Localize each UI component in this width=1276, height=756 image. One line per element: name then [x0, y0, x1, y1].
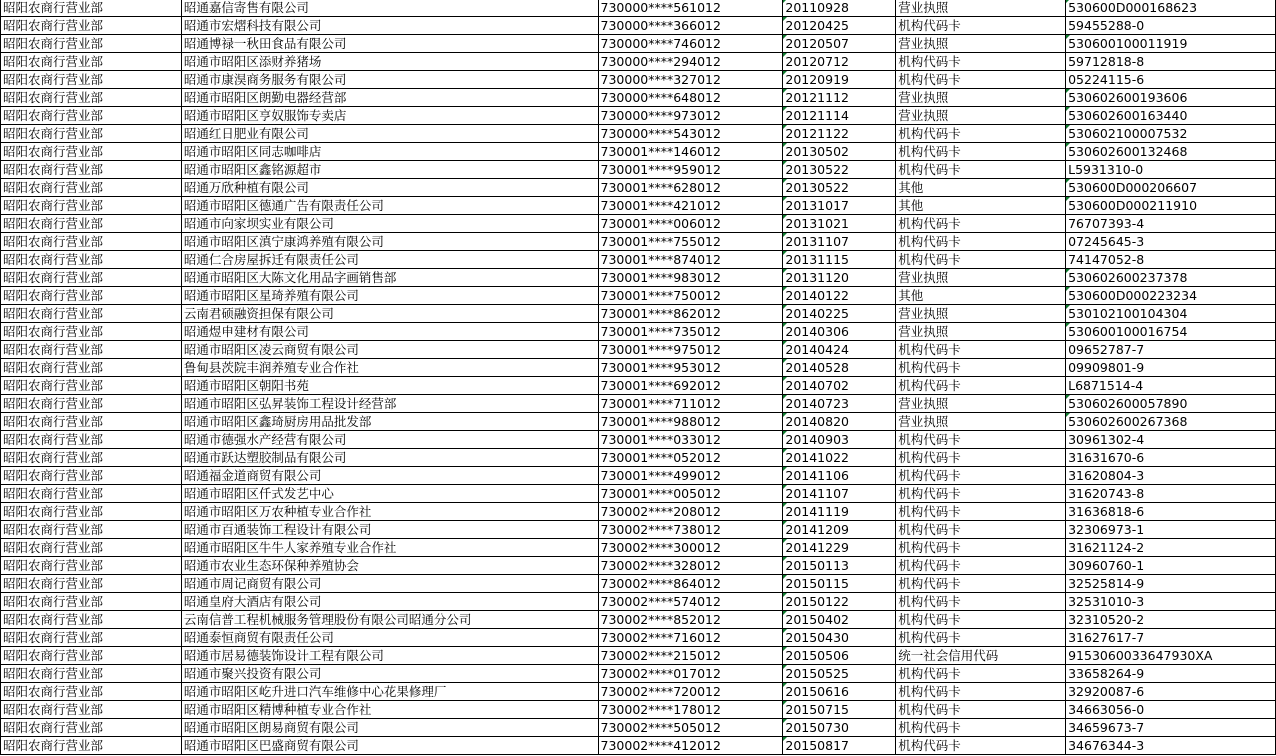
open-date-cell[interactable]: 20131017 — [783, 197, 896, 215]
document-code-cell[interactable]: 31620804-3 — [1066, 467, 1276, 485]
account-number-cell[interactable]: 730001****421012 — [598, 197, 783, 215]
branch-cell[interactable]: 昭阳农商行营业部 — [1, 449, 182, 467]
company-name-cell[interactable]: 昭通市康淏商务服务有限公司 — [181, 71, 598, 89]
branch-cell[interactable]: 昭阳农商行营业部 — [1, 647, 182, 665]
open-date-cell[interactable]: 20121114 — [783, 107, 896, 125]
document-code-cell[interactable]: 09909801-9 — [1066, 359, 1276, 377]
company-name-cell[interactable]: 昭通福金道商贸有限公司 — [181, 467, 598, 485]
table-row — [1, 197, 1276, 215]
document-type-cell[interactable]: 统一社会信用代码 — [896, 647, 1066, 665]
table-row — [1, 233, 1276, 251]
branch-cell[interactable]: 昭阳农商行营业部 — [1, 179, 182, 197]
document-code-cell[interactable]: 9153060033647930XA — [1066, 647, 1276, 665]
document-type-cell[interactable]: 机构代码卡 — [896, 521, 1066, 539]
company-name-cell[interactable]: 鲁甸县茨院丰润养殖专业合作社 — [181, 359, 598, 377]
table-row — [1, 431, 1276, 449]
table-row — [1, 71, 1276, 89]
branch-cell[interactable]: 昭阳农商行营业部 — [1, 161, 182, 179]
branch-cell[interactable]: 昭阳农商行营业部 — [1, 197, 182, 215]
open-date-cell[interactable]: 20150715 — [783, 701, 896, 719]
branch-cell[interactable]: 昭阳农商行营业部 — [1, 485, 182, 503]
document-type-cell[interactable]: 机构代码卡 — [896, 359, 1066, 377]
account-number-cell[interactable]: 730001****005012 — [598, 485, 783, 503]
company-name-cell[interactable]: 昭通市昭阳区屹升进口汽车维修中心花果修理厂 — [181, 683, 598, 701]
branch-cell[interactable]: 昭阳农商行营业部 — [1, 629, 182, 647]
table-row — [1, 737, 1276, 755]
company-name-cell[interactable]: 昭通市昭阳区大陈文化用品字画销售部 — [181, 269, 598, 287]
document-code-cell[interactable]: 530602600057890 — [1066, 395, 1276, 413]
table-row — [1, 683, 1276, 701]
account-number-cell[interactable]: 730001****874012 — [598, 251, 783, 269]
document-code-cell[interactable]: 530602100007532 — [1066, 125, 1276, 143]
open-date-cell[interactable]: 20140122 — [783, 287, 896, 305]
document-code-cell[interactable]: 59712818-8 — [1066, 53, 1276, 71]
table-row — [1, 125, 1276, 143]
open-date-cell[interactable]: 20140702 — [783, 377, 896, 395]
account-number-cell[interactable]: 730001****692012 — [598, 377, 783, 395]
document-code-cell[interactable]: 30960760-1 — [1066, 557, 1276, 575]
branch-cell[interactable]: 昭阳农商行营业部 — [1, 557, 182, 575]
document-code-cell[interactable]: L6871514-4 — [1066, 377, 1276, 395]
company-name-cell[interactable]: 昭通市宏熠科技有限公司 — [181, 17, 598, 35]
document-code-cell[interactable]: 530600D000206607 — [1066, 179, 1276, 197]
document-code-cell[interactable]: L5931310-0 — [1066, 161, 1276, 179]
open-date-cell[interactable]: 20120712 — [783, 53, 896, 71]
document-type-cell[interactable]: 机构代码卡 — [896, 143, 1066, 161]
document-type-cell[interactable]: 营业执照 — [896, 413, 1066, 431]
account-number-cell[interactable]: 730001****499012 — [598, 467, 783, 485]
document-code-cell[interactable]: 09652787-7 — [1066, 341, 1276, 359]
open-date-cell[interactable]: 20120507 — [783, 35, 896, 53]
document-code-cell[interactable]: 530602600267368 — [1066, 413, 1276, 431]
account-number-cell[interactable]: 730002****864012 — [598, 575, 783, 593]
company-name-cell[interactable]: 昭通市居易德装饰设计工程有限公司 — [181, 647, 598, 665]
branch-cell[interactable]: 昭阳农商行营业部 — [1, 0, 182, 17]
document-type-cell[interactable]: 营业执照 — [896, 395, 1066, 413]
document-type-cell[interactable]: 机构代码卡 — [896, 683, 1066, 701]
branch-cell[interactable]: 昭阳农商行营业部 — [1, 665, 182, 683]
table-row — [1, 35, 1276, 53]
account-number-cell[interactable]: 730001****862012 — [598, 305, 783, 323]
document-code-cell[interactable]: 34676344-3 — [1066, 737, 1276, 755]
branch-cell[interactable]: 昭阳农商行营业部 — [1, 359, 182, 377]
account-number-cell[interactable]: 730002****716012 — [598, 629, 783, 647]
branch-cell[interactable]: 昭阳农商行营业部 — [1, 215, 182, 233]
table-row — [1, 287, 1276, 305]
table-row — [1, 215, 1276, 233]
document-code-cell[interactable]: 30961302-4 — [1066, 431, 1276, 449]
document-code-cell[interactable]: 530600100016754 — [1066, 323, 1276, 341]
branch-cell[interactable]: 昭阳农商行营业部 — [1, 35, 182, 53]
document-code-cell[interactable]: 32310520-2 — [1066, 611, 1276, 629]
company-name-cell[interactable]: 昭通市农业生态环保种养殖协会 — [181, 557, 598, 575]
open-date-cell[interactable]: 20140424 — [783, 341, 896, 359]
open-date-cell[interactable]: 20141119 — [783, 503, 896, 521]
company-name-cell[interactable]: 云南君硕融资担保有限公司 — [181, 305, 598, 323]
document-code-cell[interactable]: 74147052-8 — [1066, 251, 1276, 269]
document-type-cell[interactable]: 机构代码卡 — [896, 539, 1066, 557]
document-type-cell[interactable]: 机构代码卡 — [896, 53, 1066, 71]
document-type-cell[interactable]: 营业执照 — [896, 323, 1066, 341]
open-date-cell[interactable]: 20131021 — [783, 215, 896, 233]
company-name-cell[interactable]: 昭通市昭阳区朗易商贸有限公司 — [181, 719, 598, 737]
company-name-cell[interactable]: 昭通市昭阳区同志咖啡店 — [181, 143, 598, 161]
table-row — [1, 647, 1276, 665]
branch-cell[interactable]: 昭阳农商行营业部 — [1, 521, 182, 539]
open-date-cell[interactable]: 20141022 — [783, 449, 896, 467]
document-type-cell[interactable]: 机构代码卡 — [896, 593, 1066, 611]
company-name-cell[interactable]: 昭通市昭阳区精博种植专业合作社 — [181, 701, 598, 719]
account-number-cell[interactable]: 730001****006012 — [598, 215, 783, 233]
spreadsheet-body — [1, 0, 1276, 755]
account-number-cell[interactable]: 730000****973012 — [598, 107, 783, 125]
document-code-cell[interactable]: 05224115-6 — [1066, 71, 1276, 89]
table-row — [1, 449, 1276, 467]
account-number-cell[interactable]: 730001****750012 — [598, 287, 783, 305]
open-date-cell[interactable]: 20141106 — [783, 467, 896, 485]
open-date-cell[interactable]: 20140225 — [783, 305, 896, 323]
account-number-cell[interactable]: 730002****720012 — [598, 683, 783, 701]
account-number-cell[interactable]: 730000****543012 — [598, 125, 783, 143]
open-date-cell[interactable]: 20120919 — [783, 71, 896, 89]
branch-cell[interactable]: 昭阳农商行营业部 — [1, 701, 182, 719]
table-row — [1, 305, 1276, 323]
account-number-cell[interactable]: 730002****208012 — [598, 503, 783, 521]
document-code-cell[interactable]: 530602600163440 — [1066, 107, 1276, 125]
table-row — [1, 107, 1276, 125]
open-date-cell[interactable]: 20121112 — [783, 89, 896, 107]
table-row — [1, 629, 1276, 647]
branch-cell[interactable]: 昭阳农商行营业部 — [1, 269, 182, 287]
document-type-cell[interactable]: 其他 — [896, 179, 1066, 197]
open-date-cell[interactable]: 20110928 — [783, 0, 896, 17]
account-number-cell[interactable]: 730001****052012 — [598, 449, 783, 467]
company-name-cell[interactable]: 昭通市周记商贸有限公司 — [181, 575, 598, 593]
document-code-cell[interactable]: 530600D000168623 — [1066, 0, 1276, 17]
company-name-cell[interactable]: 昭通市昭阳区仟式发艺中心 — [181, 485, 598, 503]
table-row — [1, 557, 1276, 575]
account-number-cell[interactable]: 730001****033012 — [598, 431, 783, 449]
table-row — [1, 161, 1276, 179]
table-row — [1, 665, 1276, 683]
open-date-cell[interactable]: 20130522 — [783, 179, 896, 197]
account-number-cell[interactable]: 730002****852012 — [598, 611, 783, 629]
branch-cell[interactable]: 昭阳农商行营业部 — [1, 125, 182, 143]
branch-cell[interactable]: 昭阳农商行营业部 — [1, 341, 182, 359]
document-code-cell[interactable]: 31620743-8 — [1066, 485, 1276, 503]
document-type-cell[interactable]: 机构代码卡 — [896, 161, 1066, 179]
document-code-cell[interactable]: 530600D000211910 — [1066, 197, 1276, 215]
company-name-cell[interactable]: 昭通市跃达塑胶制品有限公司 — [181, 449, 598, 467]
account-number-cell[interactable]: 730002****178012 — [598, 701, 783, 719]
branch-cell[interactable]: 昭阳农商行营业部 — [1, 377, 182, 395]
company-name-cell[interactable]: 昭通市昭阳区巴盛商贸有限公司 — [181, 737, 598, 755]
table-row — [1, 179, 1276, 197]
open-date-cell[interactable]: 20150525 — [783, 665, 896, 683]
branch-cell[interactable]: 昭阳农商行营业部 — [1, 143, 182, 161]
branch-cell[interactable]: 昭阳农商行营业部 — [1, 305, 182, 323]
branch-cell[interactable]: 昭阳农商行营业部 — [1, 287, 182, 305]
table-row — [1, 269, 1276, 287]
document-type-cell[interactable]: 营业执照 — [896, 107, 1066, 125]
table-row — [1, 503, 1276, 521]
document-type-cell[interactable]: 机构代码卡 — [896, 341, 1066, 359]
table-row — [1, 251, 1276, 269]
table-row — [1, 521, 1276, 539]
document-type-cell[interactable]: 机构代码卡 — [896, 503, 1066, 521]
branch-cell[interactable]: 昭阳农商行营业部 — [1, 107, 182, 125]
document-code-cell[interactable]: 31621124-2 — [1066, 539, 1276, 557]
table-row — [1, 377, 1276, 395]
company-name-cell[interactable]: 昭通市昭阳区弘昇装饰工程设计经营部 — [181, 395, 598, 413]
table-row — [1, 323, 1276, 341]
branch-cell[interactable]: 昭阳农商行营业部 — [1, 719, 182, 737]
company-name-cell[interactable]: 昭通博禄一秋田食品有限公司 — [181, 35, 598, 53]
document-type-cell[interactable]: 营业执照 — [896, 269, 1066, 287]
document-code-cell[interactable]: 530102100104304 — [1066, 305, 1276, 323]
document-type-cell[interactable]: 机构代码卡 — [896, 719, 1066, 737]
document-type-cell[interactable]: 机构代码卡 — [896, 431, 1066, 449]
company-name-cell[interactable]: 云南信普工程机械服务管理股份有限公司昭通分公司 — [181, 611, 598, 629]
document-code-cell[interactable]: 34659673-7 — [1066, 719, 1276, 737]
table-row — [1, 341, 1276, 359]
branch-cell[interactable]: 昭阳农商行营业部 — [1, 323, 182, 341]
document-type-cell[interactable]: 机构代码卡 — [896, 575, 1066, 593]
document-code-cell[interactable]: 34663056-0 — [1066, 701, 1276, 719]
open-date-cell[interactable]: 20131115 — [783, 251, 896, 269]
company-name-cell[interactable]: 昭通市昭阳区星琦养殖有限公司 — [181, 287, 598, 305]
account-number-cell[interactable]: 730002****574012 — [598, 593, 783, 611]
open-date-cell[interactable]: 20150730 — [783, 719, 896, 737]
branch-cell[interactable]: 昭阳农商行营业部 — [1, 71, 182, 89]
document-type-cell[interactable]: 机构代码卡 — [896, 377, 1066, 395]
document-type-cell[interactable]: 机构代码卡 — [896, 737, 1066, 755]
document-code-cell[interactable]: 07245645-3 — [1066, 233, 1276, 251]
branch-cell[interactable]: 昭阳农商行营业部 — [1, 53, 182, 71]
document-type-cell[interactable]: 机构代码卡 — [896, 557, 1066, 575]
branch-cell[interactable]: 昭阳农商行营业部 — [1, 683, 182, 701]
table-row — [1, 485, 1276, 503]
account-number-cell[interactable]: 730001****953012 — [598, 359, 783, 377]
branch-cell[interactable]: 昭阳农商行营业部 — [1, 593, 182, 611]
account-number-cell[interactable]: 730001****983012 — [598, 269, 783, 287]
document-code-cell[interactable]: 530602600237378 — [1066, 269, 1276, 287]
account-number-cell[interactable]: 730001****735012 — [598, 323, 783, 341]
open-date-cell[interactable]: 20120425 — [783, 17, 896, 35]
branch-cell[interactable]: 昭阳农商行营业部 — [1, 413, 182, 431]
company-name-cell[interactable]: 昭通市昭阳区鑫琦厨房用品批发部 — [181, 413, 598, 431]
company-name-cell[interactable]: 昭通嘉信寄售有限公司 — [181, 0, 598, 17]
account-number-cell[interactable]: 730001****755012 — [598, 233, 783, 251]
document-type-cell[interactable]: 营业执照 — [896, 305, 1066, 323]
account-number-cell[interactable]: 730002****412012 — [598, 737, 783, 755]
table-row — [1, 395, 1276, 413]
document-code-cell[interactable]: 32920087-6 — [1066, 683, 1276, 701]
document-code-cell[interactable]: 31631670-6 — [1066, 449, 1276, 467]
branch-cell[interactable]: 昭阳农商行营业部 — [1, 251, 182, 269]
table-row — [1, 89, 1276, 107]
open-date-cell[interactable]: 20121122 — [783, 125, 896, 143]
table-row — [1, 53, 1276, 71]
document-code-cell[interactable]: 32306973-1 — [1066, 521, 1276, 539]
company-name-cell[interactable]: 昭通市昭阳区德通广告有限责任公司 — [181, 197, 598, 215]
open-date-cell[interactable]: 20140723 — [783, 395, 896, 413]
open-date-cell[interactable]: 20141209 — [783, 521, 896, 539]
branch-cell[interactable]: 昭阳农商行营业部 — [1, 575, 182, 593]
company-name-cell[interactable]: 昭通红日肥业有限公司 — [181, 125, 598, 143]
open-date-cell[interactable]: 20150402 — [783, 611, 896, 629]
account-number-cell[interactable]: 730001****975012 — [598, 341, 783, 359]
document-code-cell[interactable]: 530602600132468 — [1066, 143, 1276, 161]
document-code-cell[interactable]: 31627617-7 — [1066, 629, 1276, 647]
open-date-cell[interactable]: 20150115 — [783, 575, 896, 593]
branch-cell[interactable]: 昭阳农商行营业部 — [1, 431, 182, 449]
document-code-cell[interactable]: 530600100011919 — [1066, 35, 1276, 53]
company-name-cell[interactable]: 昭通煜申建材有限公司 — [181, 323, 598, 341]
open-date-cell[interactable]: 20140306 — [783, 323, 896, 341]
company-name-cell[interactable]: 昭通市昭阳区牛牛人家养殖专业合作社 — [181, 539, 598, 557]
account-number-cell[interactable]: 730002****328012 — [598, 557, 783, 575]
document-code-cell[interactable]: 32531010-3 — [1066, 593, 1276, 611]
table-row — [1, 359, 1276, 377]
table-row — [1, 17, 1276, 35]
company-name-cell[interactable]: 昭通万欣种植有限公司 — [181, 179, 598, 197]
company-name-cell[interactable]: 昭通市聚兴投资有限公司 — [181, 665, 598, 683]
branch-cell[interactable]: 昭阳农商行营业部 — [1, 467, 182, 485]
account-number-cell[interactable]: 730002****017012 — [598, 665, 783, 683]
document-type-cell[interactable]: 机构代码卡 — [896, 233, 1066, 251]
account-number-cell[interactable]: 730001****711012 — [598, 395, 783, 413]
company-name-cell[interactable]: 昭通市昭阳区添财养猪场 — [181, 53, 598, 71]
open-date-cell[interactable]: 20150616 — [783, 683, 896, 701]
account-number-cell[interactable]: 730002****300012 — [598, 539, 783, 557]
branch-cell[interactable]: 昭阳农商行营业部 — [1, 89, 182, 107]
branch-cell[interactable]: 昭阳农商行营业部 — [1, 737, 182, 755]
document-type-cell[interactable]: 机构代码卡 — [896, 611, 1066, 629]
open-date-cell[interactable]: 20131107 — [783, 233, 896, 251]
document-type-cell[interactable]: 其他 — [896, 197, 1066, 215]
company-name-cell[interactable]: 昭通皇府大酒店有限公司 — [181, 593, 598, 611]
document-code-cell[interactable]: 530600D000223234 — [1066, 287, 1276, 305]
account-number-cell[interactable]: 730000****294012 — [598, 53, 783, 71]
open-date-cell[interactable]: 20150430 — [783, 629, 896, 647]
branch-cell[interactable]: 昭阳农商行营业部 — [1, 611, 182, 629]
open-date-cell[interactable]: 20131120 — [783, 269, 896, 287]
open-date-cell[interactable]: 20150506 — [783, 647, 896, 665]
document-type-cell[interactable]: 营业执照 — [896, 35, 1066, 53]
document-type-cell[interactable]: 营业执照 — [896, 89, 1066, 107]
company-name-cell[interactable]: 昭通市昭阳区朗勤电器经营部 — [181, 89, 598, 107]
table-row — [1, 0, 1276, 17]
table-row — [1, 593, 1276, 611]
table-row — [1, 539, 1276, 557]
document-code-cell[interactable]: 76707393-4 — [1066, 215, 1276, 233]
account-number-cell[interactable]: 730000****561012 — [598, 0, 783, 17]
document-type-cell[interactable]: 营业执照 — [896, 0, 1066, 17]
branch-cell[interactable]: 昭阳农商行营业部 — [1, 503, 182, 521]
table-row — [1, 413, 1276, 431]
document-code-cell[interactable]: 530602600193606 — [1066, 89, 1276, 107]
document-type-cell[interactable]: 机构代码卡 — [896, 125, 1066, 143]
open-date-cell[interactable]: 20140820 — [783, 413, 896, 431]
table-row — [1, 467, 1276, 485]
document-code-cell[interactable]: 31636818-6 — [1066, 503, 1276, 521]
open-date-cell[interactable]: 20150817 — [783, 737, 896, 755]
document-type-cell[interactable]: 机构代码卡 — [896, 251, 1066, 269]
document-code-cell[interactable]: 59455288-0 — [1066, 17, 1276, 35]
account-number-cell[interactable]: 730001****628012 — [598, 179, 783, 197]
table-row — [1, 143, 1276, 161]
company-name-cell[interactable]: 昭通市昭阳区万农种植专业合作社 — [181, 503, 598, 521]
company-name-cell[interactable]: 昭通市昭阳区凌云商贸有限公司 — [181, 341, 598, 359]
account-number-cell[interactable]: 730002****215012 — [598, 647, 783, 665]
company-name-cell[interactable]: 昭通仁合房屋拆迁有限责任公司 — [181, 251, 598, 269]
account-number-cell[interactable]: 730002****738012 — [598, 521, 783, 539]
table-row — [1, 611, 1276, 629]
account-number-cell[interactable]: 730000****327012 — [598, 71, 783, 89]
company-name-cell[interactable]: 昭通泰恒商贸有限责任公司 — [181, 629, 598, 647]
table-row — [1, 719, 1276, 737]
branch-cell[interactable]: 昭阳农商行营业部 — [1, 233, 182, 251]
table-row — [1, 701, 1276, 719]
open-date-cell[interactable]: 20130522 — [783, 161, 896, 179]
document-type-cell[interactable]: 机构代码卡 — [896, 701, 1066, 719]
account-number-cell[interactable]: 730000****366012 — [598, 17, 783, 35]
company-name-cell[interactable]: 昭通市向家坝实业有限公司 — [181, 215, 598, 233]
branch-cell[interactable]: 昭阳农商行营业部 — [1, 17, 182, 35]
open-date-cell[interactable]: 20141107 — [783, 485, 896, 503]
company-name-cell[interactable]: 昭通市百通装饰工程设计有限公司 — [181, 521, 598, 539]
account-number-cell[interactable]: 730001****988012 — [598, 413, 783, 431]
document-type-cell[interactable]: 机构代码卡 — [896, 71, 1066, 89]
open-date-cell[interactable]: 20140903 — [783, 431, 896, 449]
branch-cell[interactable]: 昭阳农商行营业部 — [1, 395, 182, 413]
document-type-cell[interactable]: 机构代码卡 — [896, 17, 1066, 35]
company-name-cell[interactable]: 昭通市昭阳区滇宁康鸿养殖有限公司 — [181, 233, 598, 251]
table-row — [1, 575, 1276, 593]
open-date-cell[interactable]: 20130502 — [783, 143, 896, 161]
document-type-cell[interactable]: 机构代码卡 — [896, 467, 1066, 485]
account-number-cell[interactable]: 730002****505012 — [598, 719, 783, 737]
document-type-cell[interactable]: 机构代码卡 — [896, 629, 1066, 647]
branch-cell[interactable]: 昭阳农商行营业部 — [1, 539, 182, 557]
company-name-cell[interactable]: 昭通市昭阳区朝阳书苑 — [181, 377, 598, 395]
document-type-cell[interactable]: 机构代码卡 — [896, 215, 1066, 233]
open-date-cell[interactable]: 20141229 — [783, 539, 896, 557]
document-code-cell[interactable]: 33658264-9 — [1066, 665, 1276, 683]
company-name-cell[interactable]: 昭通市昭阳区鑫铭源超市 — [181, 161, 598, 179]
open-date-cell[interactable]: 20150122 — [783, 593, 896, 611]
company-name-cell[interactable]: 昭通市德强水产经营有限公司 — [181, 431, 598, 449]
document-type-cell[interactable]: 机构代码卡 — [896, 449, 1066, 467]
document-type-cell[interactable]: 机构代码卡 — [896, 665, 1066, 683]
open-date-cell[interactable]: 20140528 — [783, 359, 896, 377]
company-name-cell[interactable]: 昭通市昭阳区亨奴服饰专卖店 — [181, 107, 598, 125]
account-number-cell[interactable]: 730001****959012 — [598, 161, 783, 179]
open-date-cell[interactable]: 20150113 — [783, 557, 896, 575]
account-number-cell[interactable]: 730001****146012 — [598, 143, 783, 161]
document-code-cell[interactable]: 32525814-9 — [1066, 575, 1276, 593]
document-type-cell[interactable]: 机构代码卡 — [896, 485, 1066, 503]
account-number-cell[interactable]: 730000****746012 — [598, 35, 783, 53]
account-number-cell[interactable]: 730000****648012 — [598, 89, 783, 107]
document-type-cell[interactable]: 其他 — [896, 287, 1066, 305]
